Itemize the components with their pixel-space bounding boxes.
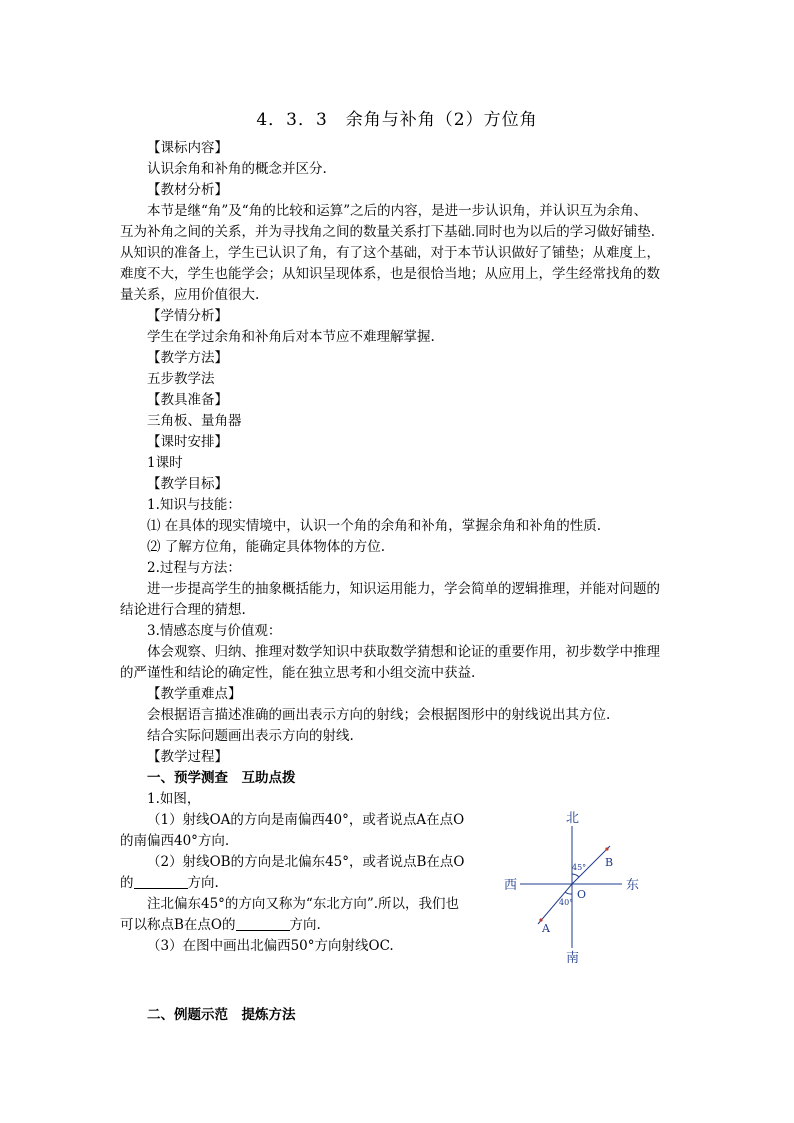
- mubiao-2b: 结论进行合理的猜想.: [120, 602, 246, 618]
- kebiao-text: 认识余角和补角的概念并区分.: [147, 161, 327, 177]
- zhongnan-1: 会根据语言描述准确的画出表示方向的射线；会根据图形中的射线说出其方位.: [147, 707, 611, 723]
- answer-blank-1[interactable]: [134, 874, 188, 889]
- mubiao-3: 3.情感态度与价值观：: [147, 623, 282, 639]
- question-1-1a: （1）射线OA的方向是南偏西40°，或者说点A在点O: [147, 812, 465, 828]
- note-b-suffix: 方向.: [289, 917, 321, 933]
- note-line-a: 注北偏东45°的方向又称为“东北方向”.所以，我们也: [147, 896, 460, 912]
- fangfa-heading: 【教学方法】: [147, 350, 228, 366]
- mubiao-3b: 的严谨性和结论的确定性，能在独立思考和小组交流中获益.: [120, 665, 476, 681]
- label-north: 北: [566, 811, 580, 826]
- question-1-3: （3）在图中画出北偏西50°方向射线OC.: [147, 938, 394, 954]
- zhongnan-2: 结合实际问题画出表示方向的射线.: [147, 728, 354, 744]
- label-west: 西: [504, 878, 518, 893]
- answer-blank-2[interactable]: [236, 916, 290, 931]
- guocheng-heading: 【教学过程】: [147, 749, 228, 765]
- question-1-2a: （2）射线OB的方向是北偏东45°，或者说点B在点O: [147, 854, 465, 870]
- fangfa-text: 五步教学法: [147, 371, 215, 387]
- question-1: 1.如图，: [147, 791, 201, 807]
- jiaocai-heading: 【教材分析】: [147, 182, 228, 198]
- q1-2b-prefix: 的: [120, 875, 134, 891]
- page-title: 4．3．3 余角与补角（2）方位角: [256, 110, 538, 130]
- jiaocai-line-1: 本节是继“角”及“角的比较和运算”之后的内容，是进一步认识角，并认识互为余角、: [147, 203, 648, 219]
- mubiao-heading: 【教学目标】: [147, 476, 228, 492]
- jiaoju-heading: 【教具准备】: [147, 392, 228, 408]
- angle-arc-b: [572, 874, 579, 877]
- label-south: 南: [566, 951, 580, 966]
- q1-2b-suffix: 方向.: [187, 875, 219, 891]
- mubiao-1a: ⑴ 在具体的现实情境中，认识一个角的余角和补角，掌握余角和补角的性质.: [147, 518, 602, 534]
- kebiao-heading: 【课标内容】: [147, 140, 228, 156]
- mubiao-1: 1.知识与技能：: [147, 497, 241, 513]
- keshi-text: 1课时: [147, 455, 183, 471]
- point-b-dot: [605, 847, 608, 850]
- xueqing-text: 学生在学过余角和补角后对本节应不难理解掌握.: [147, 329, 435, 345]
- jiaocai-line-5: 量关系，应用价值很大.: [120, 287, 260, 303]
- mubiao-1b: ⑵ 了解方位角，能确定具体物体的方位.: [147, 539, 386, 555]
- xueqing-heading: 【学情分析】: [147, 308, 228, 324]
- part1-heading: 一、预学测查 互助点拨: [147, 770, 296, 786]
- compass-figure: [498, 808, 658, 968]
- part2-heading: 二、例题示范 提炼方法: [147, 1007, 296, 1023]
- mubiao-2: 2.过程与方法：: [147, 560, 241, 576]
- jiaocai-line-4: 难度不大，学生也能学会；从知识呈现体系，也是很恰当地；从应用上，学生经常找角的数: [120, 266, 660, 282]
- question-1-1b: 的南偏西40°方向.: [120, 833, 230, 849]
- jiaocai-line-2: 互为补角之间的关系，并为寻找角之间的数量关系打下基础.同时也为以后的学习做好铺垫.: [120, 224, 656, 240]
- mubiao-2a: 进一步提高学生的抽象概括能力，知识运用能力，学会简单的逻辑推理，并能对问题的: [147, 581, 660, 597]
- note-b-prefix: 可以称点B在点O的: [120, 917, 236, 933]
- label-east: 东: [626, 878, 640, 893]
- angle-arc-a: [565, 892, 572, 894]
- zhongnan-heading: 【教学重难点】: [147, 686, 242, 702]
- label-a: A: [542, 922, 550, 935]
- label-angle-40: 40°: [559, 898, 574, 907]
- label-origin: O: [577, 888, 587, 901]
- label-angle-45: 45°: [572, 863, 587, 872]
- jiaocai-line-3: 从知识的准备上，学生已认识了角，有了这个基础，对于本节认识做好了铺垫；从难度上，: [120, 245, 660, 261]
- keshi-heading: 【课时安排】: [147, 434, 228, 450]
- jiaoju-text: 三角板、量角器: [147, 413, 242, 429]
- label-b: B: [605, 856, 614, 869]
- mubiao-3a: 体会观察、归纳、推理对数学知识中获取数学猜想和论证的重要作用，初步数学中推理: [147, 644, 660, 660]
